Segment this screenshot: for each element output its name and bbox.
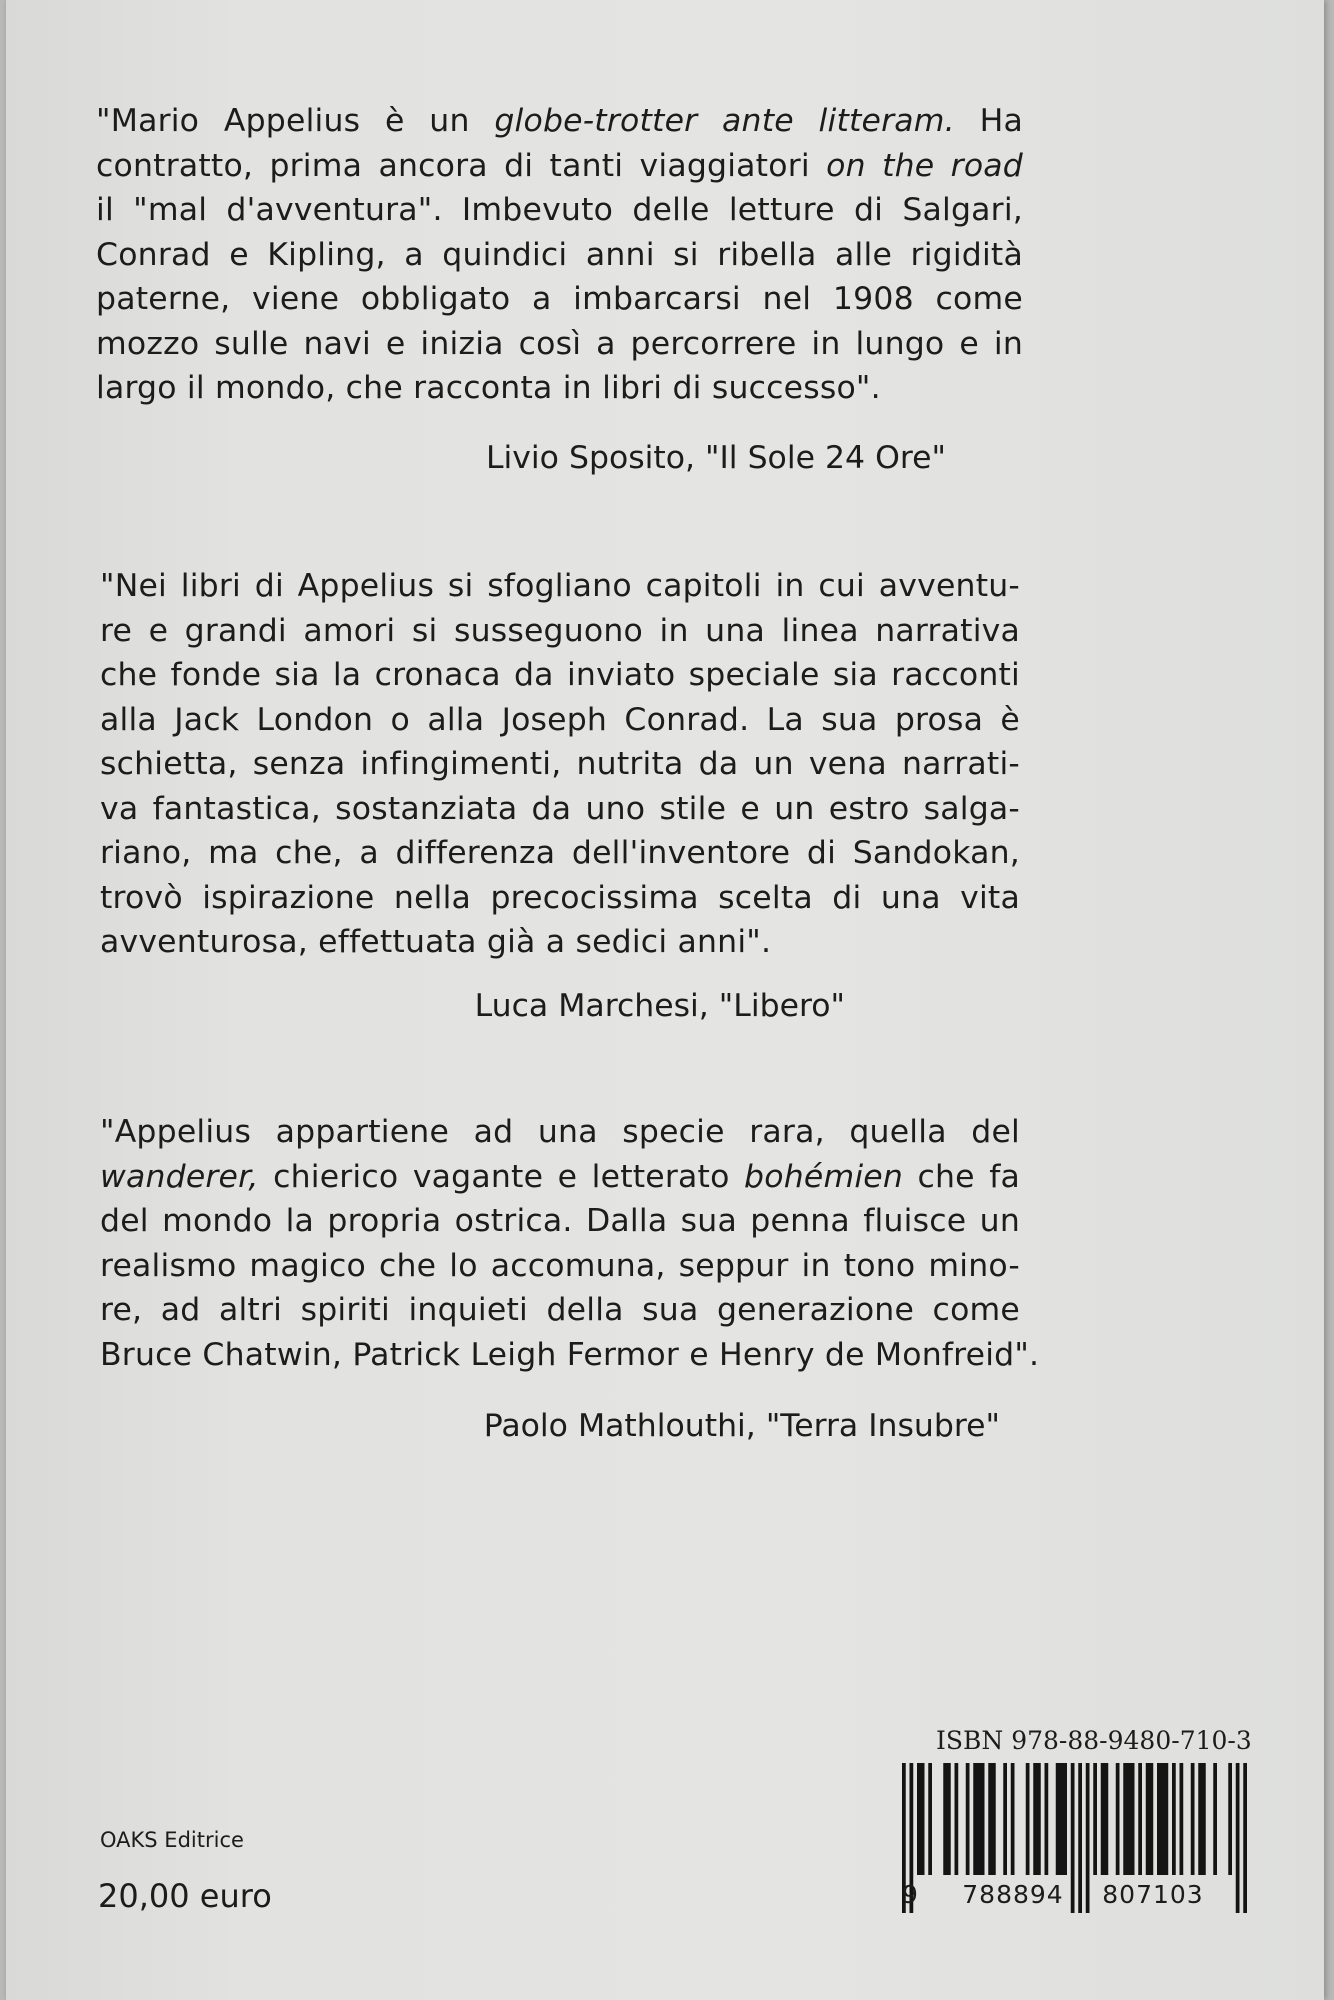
barcode-bar (1146, 1763, 1154, 1875)
barcode-bar (1213, 1763, 1217, 1875)
barcode-bar (1026, 1763, 1030, 1875)
quote-line: alla Jack London o alla Joseph Conrad. La sua prosa è (100, 701, 1020, 738)
price-label: 20,00 euro (98, 1877, 272, 1915)
italic-text: globe-trotter ante litteram. (494, 103, 955, 139)
quote-sposito (96, 99, 1023, 411)
quote-line: schietta, senza infingimenti, nutrita da un vena narrati- (100, 746, 1020, 782)
quote-line: "Appelius appartiene ad una specie rara, quella del (100, 1114, 1020, 1150)
publisher-name: OAKS Editrice (100, 1828, 244, 1852)
barcode-bar (1198, 1763, 1206, 1875)
barcode-left-digits: 788894 (962, 1880, 1064, 1909)
barcode-bar (943, 1763, 951, 1875)
barcode-bar (1138, 1763, 1142, 1875)
italic-text: wanderer, (100, 1158, 259, 1195)
quote-line: wanderer, chierico vagante e letterato bohémien che fa (100, 1158, 1021, 1195)
barcode-bar (955, 1763, 959, 1875)
quote-line: Bruce Chatwin, Patrick Leigh Fermor e Henry de Monfreid". (100, 1336, 1040, 1373)
barcode-bar (1123, 1763, 1134, 1875)
quote-line: realismo magico che lo accomuna, seppur in tono mino- (100, 1247, 1020, 1284)
quote-marchesi (100, 564, 1020, 965)
quote-line: mozzo sulle navi e inizia così a percorrere in lungo e in (96, 325, 1023, 362)
barcode-bar (1056, 1763, 1067, 1875)
barcode-bar (1172, 1763, 1176, 1875)
barcode-bar (1011, 1763, 1015, 1875)
barcode-bar (1093, 1763, 1097, 1875)
barcode-bar (1180, 1763, 1184, 1875)
barcode-bar (973, 1763, 984, 1875)
italic-text: bohémien (744, 1158, 904, 1195)
back-cover (6, 0, 1324, 2000)
isbn-label: ISBN 978-88-9480-710-3 (936, 1726, 1252, 1755)
quote-line: contratto, prima ancora di tanti viaggiatori on the road (96, 147, 1023, 184)
barcode-bar (917, 1763, 925, 1875)
barcode-first-digit: 9 (902, 1880, 918, 1909)
quote-line: re e grandi amori si susseguono in una linea narrativa (100, 612, 1020, 649)
quote-line: il "mal d'avventura". Imbevuto delle letture di Salgari, (96, 192, 1023, 228)
attribution-marchesi: Luca Marchesi, "Libero" (474, 988, 845, 1024)
barcode-bar (1045, 1763, 1049, 1875)
barcode-bar (1003, 1763, 1007, 1875)
quote-line: riano, ma che, a differenza dell'inventore di Sandokan, (100, 835, 1020, 871)
barcode-bar (1157, 1763, 1168, 1875)
quote-line: "Mario Appelius è un globe-trotter ante litteram. Ha (96, 103, 1023, 139)
quote-line: trovò ispirazione nella precocissima scelta di una vita (100, 879, 1020, 916)
quote-line: che fonde sia la cronaca da inviato speciale sia racconti (100, 657, 1020, 693)
attribution-sposito: Livio Sposito, "Il Sole 24 Ore" (485, 440, 946, 476)
barcode-bar (1191, 1763, 1195, 1875)
quote-line: Conrad e Kipling, a quindici anni si ribella alle rigidità (96, 236, 1023, 273)
barcode-right-digits: 807103 (1102, 1880, 1204, 1909)
barcode-bar (1033, 1763, 1041, 1875)
barcode-bar (928, 1763, 932, 1875)
quote-line: avventurosa, effettuata già a sedici anni". (100, 924, 772, 960)
quote-line: re, ad altri spiriti inquieti della sua generazione come (100, 1292, 1020, 1328)
quote-line: va fantastica, sostanziata da uno stile e un estro salga- (100, 790, 1020, 827)
barcode-bar (988, 1763, 996, 1875)
barcode-bar (966, 1763, 970, 1875)
italic-text: on the road (826, 147, 1023, 184)
barcode-bar (1243, 1763, 1247, 1913)
quote-mathlouthi (100, 1110, 1040, 1377)
barcode-bar (1236, 1763, 1240, 1913)
barcode-bar (1228, 1763, 1232, 1875)
quote-line: del mondo la propria ostrica. Dalla sua penna fluisce un (100, 1203, 1020, 1239)
quote-line: paterne, viene obbligato a imbarcarsi nel 1908 come (96, 281, 1023, 317)
quote-line: "Nei libri di Appelius si sfogliano capitoli in cui avventu- (100, 568, 1020, 604)
barcode-bar (1086, 1763, 1090, 1913)
barcode-bar (1101, 1763, 1109, 1875)
barcode-bar (1116, 1763, 1120, 1875)
attribution-mathlouthi: Paolo Mathlouthi, "Terra Insubre" (483, 1408, 1000, 1444)
quote-line: largo il mondo, che racconta in libri di successo". (96, 370, 881, 406)
